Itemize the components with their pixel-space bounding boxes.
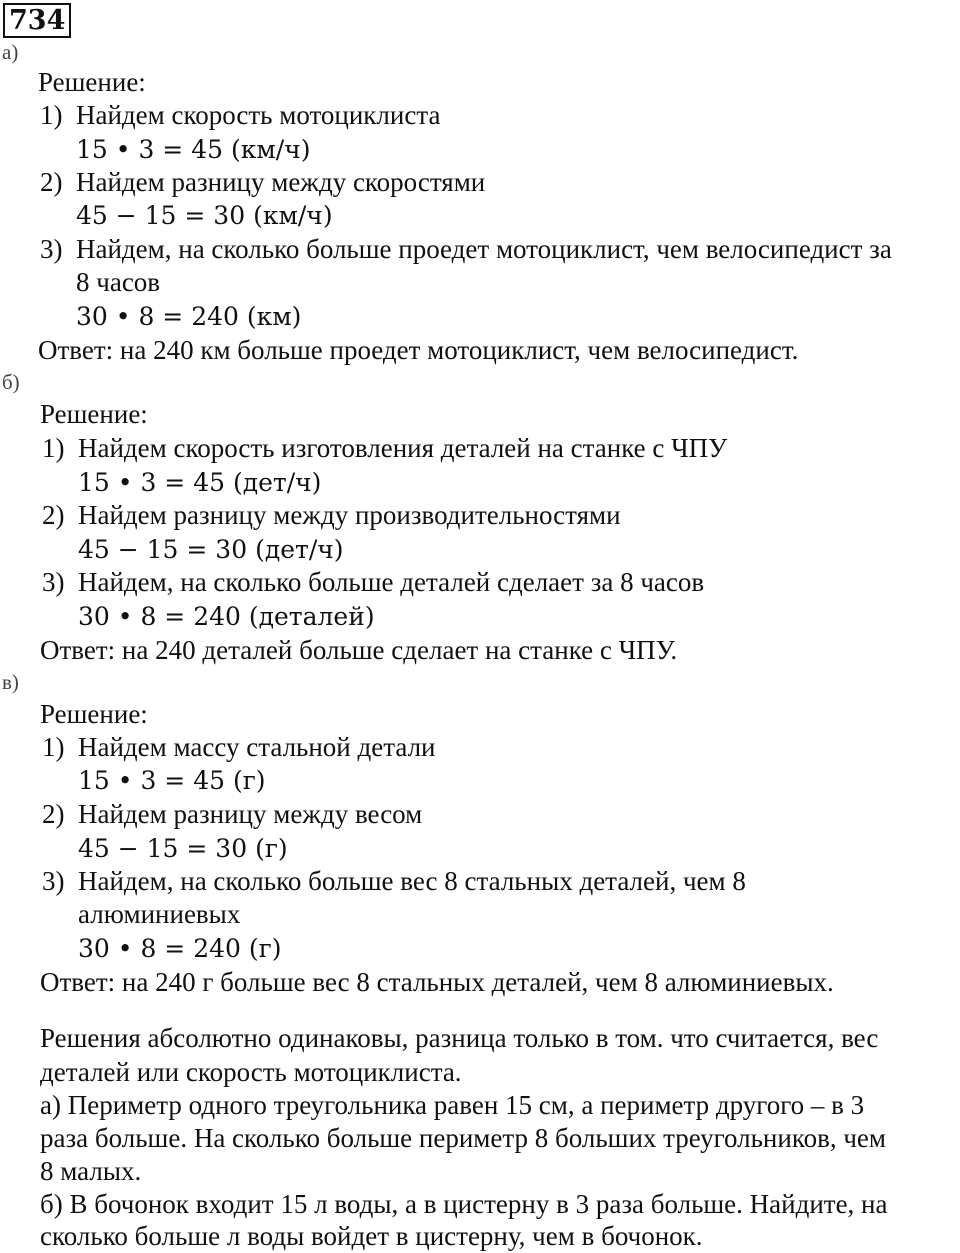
step-1 xyxy=(40,99,440,132)
step-text: Найдем, на сколько больше вес 8 стальных деталей, чем 8 xyxy=(78,866,746,896)
step-calc: 30 • 8 = 240 (деталей) xyxy=(78,602,375,631)
step-text: Найдем массу стальной детали xyxy=(78,732,436,762)
step-calc: 15 • 3 = 45 (км/ч) xyxy=(76,135,311,164)
step-3 xyxy=(40,233,892,266)
step-number: 1) xyxy=(42,732,65,762)
step-2 xyxy=(42,798,422,831)
step-number: 1) xyxy=(40,100,63,130)
problem-number: 734 xyxy=(3,3,71,38)
step-calc: 15 • 3 = 45 (дет/ч) xyxy=(78,468,322,497)
conclusion-line: 8 малых. xyxy=(40,1156,142,1186)
step-1 xyxy=(42,731,436,764)
part-letter-a: а) xyxy=(2,40,19,64)
step-2 xyxy=(40,166,485,199)
step-text: Найдем скорость мотоциклиста xyxy=(76,100,441,130)
step-text-continued: алюминиевых xyxy=(78,899,241,929)
answer: Ответ: на 240 деталей больше сделает на станке с ЧПУ. xyxy=(40,635,678,665)
step-text: Найдем разницу между производительностями xyxy=(78,500,621,530)
answer: Ответ: на 240 км больше проедет мотоциклист, чем велосипедист. xyxy=(38,335,799,365)
step-calc: 30 • 8 = 240 (г) xyxy=(78,934,282,963)
step-2 xyxy=(42,499,621,532)
step-text: Найдем разницу между скоростями xyxy=(76,167,486,197)
step-text: Найдем разницу между весом xyxy=(78,799,423,829)
step-3 xyxy=(42,566,704,599)
step-number: 3) xyxy=(40,234,63,264)
solution-heading: Решение: xyxy=(40,399,148,429)
solution-heading: Решение: xyxy=(38,67,146,97)
conclusion-line: раза больше. На сколько больше периметр 8 больших треугольников, чем xyxy=(40,1123,886,1153)
step-number: 1) xyxy=(42,433,65,463)
part-letter-b: б) xyxy=(2,370,20,394)
step-3 xyxy=(42,865,746,898)
step-text: Найдем скорость изготовления деталей на станке с ЧПУ xyxy=(78,433,728,463)
step-number: 2) xyxy=(42,799,65,829)
step-number: 2) xyxy=(40,167,63,197)
step-number: 3) xyxy=(42,866,65,896)
step-text: Найдем, на сколько больше проедет мотоциклист, чем велосипедист за xyxy=(76,234,892,264)
step-calc: 45 − 15 = 30 (км/ч) xyxy=(76,201,333,230)
conclusion-line: а) Периметр одного треугольника равен 15 см, а периметр другого – в 3 xyxy=(40,1090,865,1120)
conclusion-line: деталей или скорость мотоциклиста. xyxy=(40,1057,462,1087)
step-number: 2) xyxy=(42,500,65,530)
conclusion-line: сколько больше л воды войдет в цистерну, чем в бочонок. xyxy=(40,1221,703,1251)
step-number: 3) xyxy=(42,567,65,597)
solution-heading: Решение: xyxy=(40,699,148,729)
part-letter-v: в) xyxy=(2,670,19,694)
step-calc: 15 • 3 = 45 (г) xyxy=(78,766,266,795)
step-text-continued: 8 часов xyxy=(76,267,161,297)
step-1 xyxy=(42,432,727,465)
step-calc: 30 • 8 = 240 (км) xyxy=(76,302,302,331)
step-calc: 45 − 15 = 30 (дет/ч) xyxy=(78,535,344,564)
answer: Ответ: на 240 г больше вес 8 стальных деталей, чем 8 алюминиевых. xyxy=(40,967,834,997)
step-text: Найдем, на сколько больше деталей сделает за 8 часов xyxy=(78,567,705,597)
conclusion-line: Решения абсолютно одинаковы, разница только в том. что считается, вес xyxy=(40,1023,879,1053)
step-calc: 45 − 15 = 30 (г) xyxy=(78,834,288,863)
conclusion-line: б) В бочонок входит 15 л воды, а в цистерну в 3 раза больше. Найдите, на xyxy=(40,1189,888,1219)
